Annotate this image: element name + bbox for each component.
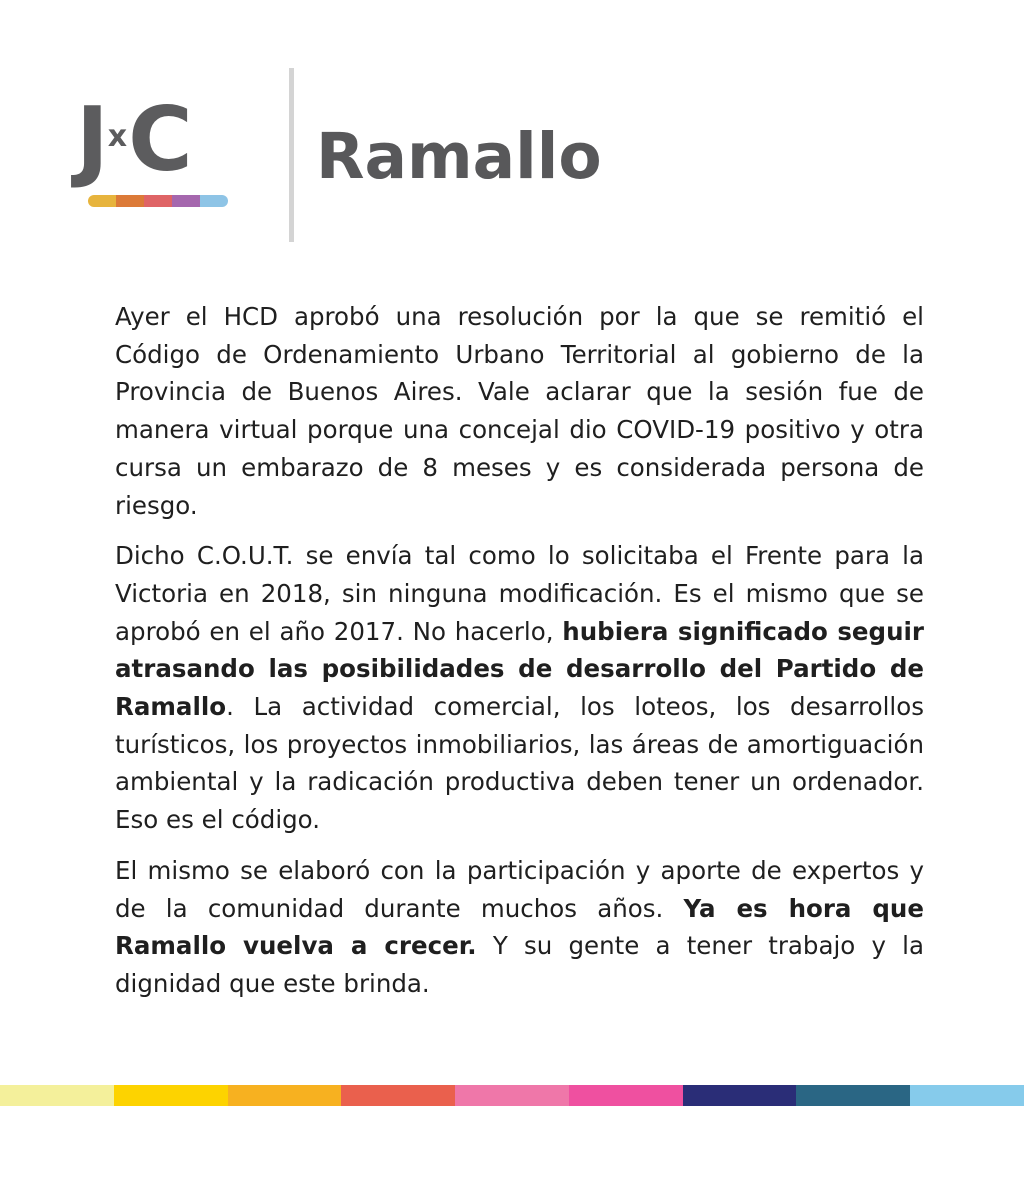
logo-bar-segment-4 [172, 195, 200, 207]
city-title: Ramallo [316, 120, 602, 193]
jxc-logo [76, 88, 244, 210]
paragraph-3-text-a: El mismo se elaboró con la participación y aporte de expertos y de la comunidad durante muchos años. [115, 855, 924, 923]
logo-j: J [76, 88, 107, 191]
logo-bar-segment-3 [144, 195, 172, 207]
stripe-segment-1 [0, 1085, 114, 1106]
logo-c: C [128, 88, 191, 191]
stripe-segment-7 [683, 1085, 797, 1106]
logo-color-bar [88, 195, 228, 207]
stripe-segment-5 [455, 1085, 569, 1106]
header-divider [289, 68, 294, 242]
logo-bar-segment-2 [116, 195, 144, 207]
paragraph-1: Ayer el HCD aprobó una resolución por la que se remitió el Código de Ordenamiento Urbano Territorial al gobierno de la Provincia de Buenos Aires. Vale aclarar que la sesión fue de manera virtual porque una concejal dio COVID-19 positivo y otra cursa un embarazo de 8 meses y es considerada persona de riesgo. [115, 302, 924, 520]
paragraph-2-bold: hubiera significado seguir atrasando las posibilidades de desarrollo del Partido de Ramallo [115, 616, 924, 722]
header [0, 0, 1024, 260]
stripe-segment-9 [910, 1085, 1024, 1106]
paragraph-2 [115, 537, 924, 839]
paragraph-2-text-c: . La actividad comercial, los loteos, los desarrollos turísticos, los proyectos inmobiliarios, las áreas de amortiguación ambiental y la radicación productiva deben tener un ordenador. Eso es el código. [115, 692, 924, 835]
stripe-segment-6 [569, 1085, 683, 1106]
paragraph-2-text-a: Dicho C.O.U.T. se envía tal como lo solicitaba el Frente para la Victoria en 2018, sin ninguna modificación. Es el mismo que se aprobó en el año 2017. No hacerlo, [115, 541, 924, 646]
logo-bar-segment-5 [200, 195, 228, 207]
paragraph-3-text-c: Y su gente a tener trabajo y la dignidad que este brinda. [115, 931, 924, 998]
logo-letters [76, 88, 191, 191]
stripe-segment-8 [796, 1085, 910, 1106]
paragraph-3-bold: Ya es hora que Ramallo vuelva a crecer. [115, 893, 924, 961]
stripe-segment-2 [114, 1085, 228, 1106]
stripe-segment-3 [228, 1085, 342, 1106]
logo-bar-segment-1 [88, 195, 116, 207]
footer-color-stripe [0, 1085, 1024, 1106]
logo-x: x [107, 119, 128, 154]
stripe-segment-4 [341, 1085, 455, 1106]
paragraph-3 [115, 852, 924, 1003]
article-body [115, 298, 924, 1016]
